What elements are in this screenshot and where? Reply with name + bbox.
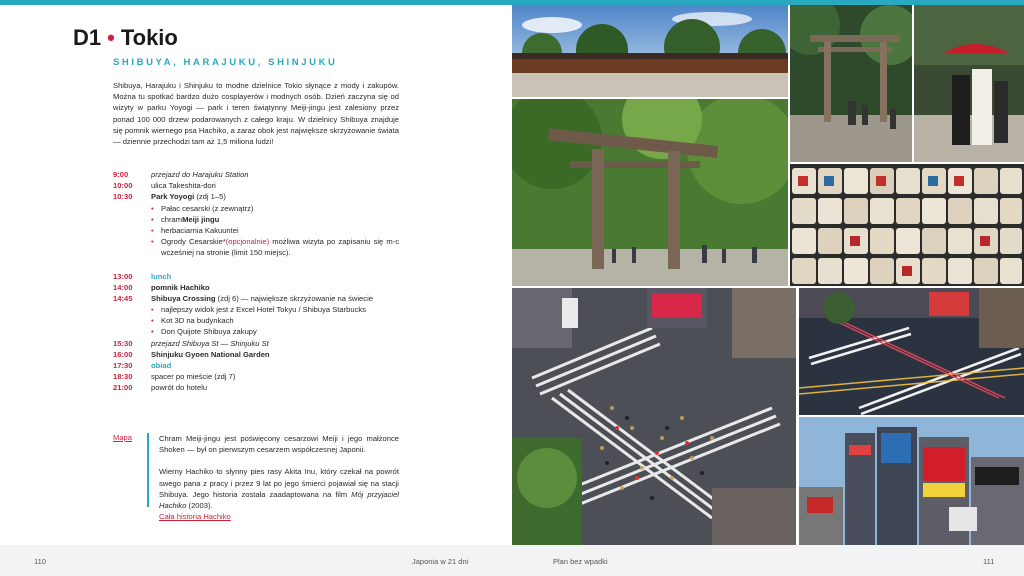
- city-label: Tokio: [120, 25, 178, 50]
- bullet-text: możliwa wizyta po zapisaniu się m-c wcześniej na stronie (limit 150 miejsc).: [161, 237, 399, 258]
- schedule-time: 16:00: [113, 349, 133, 359]
- schedule-bullet: [113, 304, 403, 315]
- bullet-text: • Pałac cesarski (z zewnątrz): [161, 203, 254, 213]
- wedding-procession-photo: [914, 5, 1024, 162]
- series-title: Plan bez wpadki: [553, 557, 608, 566]
- note-hachiko: [159, 466, 399, 522]
- shibuya-crossing-aerial-photo: [512, 288, 796, 545]
- sake-barrels-photo: [790, 164, 1024, 286]
- schedule-text: Park Yoyogi: [151, 192, 195, 202]
- page-number-right: 111: [983, 557, 995, 566]
- schedule-row: [113, 360, 403, 371]
- schedule-text: spacer po mieście (zdj 7): [151, 372, 236, 382]
- schedule-bullet: [113, 214, 403, 225]
- day-label: D1: [73, 25, 102, 50]
- intro-paragraph: Shibuya, Harajuku i Shinjuku to modne dzielnice Tokio słynące z mody i zakupów. Można tu spotkać bardzo dużo cosplayerów i modnych osób. Dzień zaczyna się od wizyty w parku Yoyogi — park i teren świątynny Meiji-jingu jest zalesiony przez ponad 100 000 drzew podarowanych z całego kraju. W dzielnicy Shibuya znajduje się pomnik wiernego psa Hachiko, a zaraz obok jest największe skrzyżowanie świata — dziennie przechodzi tam aż 1,5 miliona ludzi!: [113, 81, 399, 147]
- schedule-suffix: (zdj 1–5): [194, 192, 226, 202]
- schedule-time: 14:00: [113, 282, 133, 292]
- schedule-bullet: [113, 326, 403, 337]
- bullet-text: Ogrody Cesarskie*: [161, 237, 226, 247]
- schedule-time: 21:00: [113, 383, 133, 393]
- optional-badge: (opcjonalnie): [225, 237, 270, 247]
- schedule-row: [113, 338, 403, 349]
- shrine-visitors-photo: [790, 5, 912, 162]
- schedule-time: 15:30: [113, 338, 133, 348]
- notes-box: [159, 433, 399, 533]
- schedule-text: pomnik Hachiko: [151, 282, 210, 292]
- footer: [0, 545, 1024, 576]
- schedule-text: obiad: [151, 361, 172, 371]
- schedule-row: [113, 180, 403, 191]
- schedule-time: 10:00: [113, 181, 133, 191]
- schedule-text: lunch: [151, 271, 172, 281]
- schedule-bullet: [113, 203, 403, 214]
- bullet-text: • herbaciarnia Kakuuntei: [161, 225, 239, 235]
- hachiko-story-link[interactable]: Cała historia Hachiko: [159, 512, 231, 522]
- note-meiji: Chram Meiji-jingu jest poświęcony cesarzowi Meiji i jego małżonce Shoken — był on pierwszym cesarzem współczesnej Japonii.: [159, 434, 399, 455]
- schedule-time: 9:00: [113, 170, 129, 179]
- bullet-text: • najlepszy widok jest z Excel Hotel Tokyu / Shibuya Starbucks: [161, 305, 366, 315]
- schedule-text: ulica Takeshita-dori: [151, 181, 216, 191]
- bullet-text: • chram: [161, 214, 183, 224]
- schedule-time: 10:30: [113, 192, 133, 202]
- shinjuku-signs-photo: [799, 417, 1024, 545]
- subtitle: SHIBUYA, HARAJUKU, SHINJUKU: [113, 57, 338, 68]
- schedule-text: przejazd Shibuya St — Shinjuku St: [151, 338, 269, 348]
- map-link[interactable]: Mapa: [113, 433, 132, 442]
- book-title: Japonia w 21 dni: [412, 557, 469, 566]
- film-title: Mój przyjaciel Hachiko: [159, 489, 399, 511]
- schedule-row: [113, 169, 403, 180]
- notes-divider: [147, 433, 149, 507]
- schedule-time: 13:00: [113, 271, 133, 281]
- meiji-torii-gate-photo: [512, 99, 788, 286]
- bullet-text: • Don Quijote Shibuya zakupy: [161, 327, 257, 337]
- schedule-time: 14:45: [113, 293, 133, 303]
- page-title: [73, 25, 178, 51]
- schedule-time: 17:30: [113, 361, 133, 371]
- note-text: (2003).: [186, 501, 213, 511]
- bullet-text: • Kot 3D na budynkach: [161, 316, 234, 326]
- bullet-bold: Meiji jingu: [182, 214, 220, 224]
- left-page: [0, 5, 512, 545]
- schedule: [113, 169, 403, 394]
- shibuya-crossing-night-photo: [799, 288, 1024, 415]
- page-number-left: 110: [34, 557, 46, 566]
- schedule-bullet: [113, 315, 403, 326]
- schedule-text: przejazd do Harajuku Station: [151, 170, 249, 179]
- schedule-suffix: (zdj 6) — największe skrzyżowanie na świecie: [215, 293, 373, 303]
- schedule-bullet: [113, 236, 403, 258]
- title-dot: •: [107, 25, 115, 50]
- schedule-bullet: [113, 225, 403, 236]
- note-text: Wierny Hachiko to słynny pies rasy Akita Inu, który czekał na powrót swego pana z pracy i przez 9 lat po jego śmierci pojawiał się na stacji Shibuya. Jego historia została zaadaptowana na film: [159, 467, 399, 499]
- schedule-row: [113, 349, 403, 360]
- schedule-text: Shinjuku Gyoen National Garden: [151, 349, 270, 359]
- schedule-row: [113, 371, 403, 382]
- schedule-row: [113, 382, 403, 393]
- schedule-row: [113, 191, 403, 202]
- schedule-time: 18:30: [113, 372, 133, 382]
- schedule-row: [113, 293, 403, 304]
- schedule-row: [113, 282, 403, 293]
- schedule-text: Shibuya Crossing: [151, 293, 216, 303]
- meiji-shrine-photo: [512, 5, 788, 97]
- schedule-row: [113, 271, 403, 282]
- schedule-text: powrót do hotelu: [151, 383, 208, 393]
